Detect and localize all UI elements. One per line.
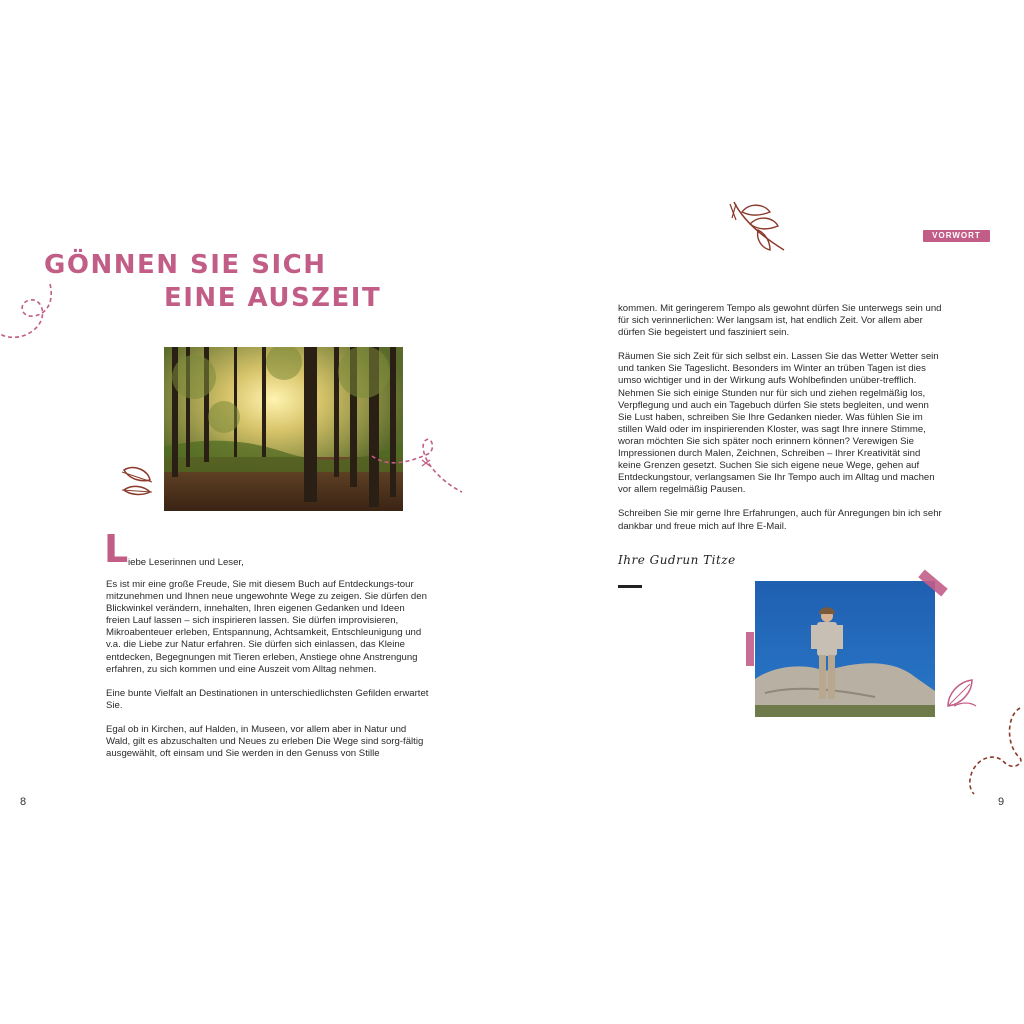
forest-photo bbox=[164, 347, 403, 511]
right-paragraph: kommen. Mit geringerem Tempo als gewohnt dürfen Sie unterwegs sein und für sich verinnerlichen: Wer langsam ist, hat endlich Zeit. Vor allem aber dürfen Sie begeistert und fasziniert sein. bbox=[618, 303, 942, 339]
right-paragraph: Schreiben Sie mir gerne Ihre Erfahrungen, auch für Anregungen bin ich sehr dankbar und freue mich auf Ihre E-Mail. bbox=[618, 508, 942, 532]
title-line-2: EINE AUSZEIT bbox=[164, 283, 382, 313]
signature: Ihre Gudrun Titze bbox=[618, 553, 736, 567]
leaf-branch-icon bbox=[728, 200, 790, 252]
left-paragraph: Es ist mir eine große Freude, Sie mit diesem Buch auf Entdeckungs-tour mitzunehmen und Ihnen neue ungewohnte Wege zu zeigen. Sie dürfen den Blickwinkel verändern, innehalten, Ihren eigenen Gedanken und Ideen freien Lauf lassen – sich inspirieren lassen. Sie dürfen improvisieren, Mikroabenteuer erleben, Entspannung, Achtsamkeit, Entschleunigung und v.a. die Liebe zur Natur erfahren. Sie dürfen sich einlassen, das Kleine entdecken, Begegnungen mit Tieren erleben, Anstiege ohne Anstrengung erfahren, zu sich kommen und eine Auszeit vom Alltag nehmen. bbox=[106, 579, 427, 675]
title-line-1: GÖNNEN SIE SICH bbox=[44, 250, 327, 280]
author-photo bbox=[755, 581, 935, 717]
left-paragraph: Egal ob in Kirchen, auf Halden, in Museen, vor allem aber in Natur und Wald, gilt es abzuschalten und Neues zu erleben Die Wege sind sorg-fältig ausgewählt, oft einsam und Sie werden in den Genuss von Stille bbox=[106, 723, 424, 760]
dashed-loop-ornament bbox=[0, 282, 70, 344]
salutation: iebe Leserinnen und Leser, bbox=[128, 557, 244, 568]
left-body-text bbox=[106, 579, 430, 772]
signature-underline bbox=[618, 585, 642, 588]
dropcap: L bbox=[104, 527, 129, 571]
dashed-loop-ornament bbox=[966, 706, 1024, 796]
left-paragraph: Eine bunte Vielfalt an Destinationen in unterschiedlichsten Gefilden erwartet Sie. bbox=[106, 687, 429, 711]
section-tag: VORWORT bbox=[923, 230, 990, 242]
washi-tape bbox=[746, 632, 754, 666]
page-number-right: 9 bbox=[998, 796, 1005, 808]
right-paragraph: Räumen Sie sich Zeit für sich selbst ein. Lassen Sie das Wetter Wetter sein und tanken Sie Tageslicht. Besonders im Winter an trüben Tagen ist dies umso wichtiger und in der Wirkung aufs Wohlbefinden unüber-trefflich. Nehmen Sie sich einige Stunden nur für sich und ziehen regelmäßig los, Verpflegung und auch ein Tagebuch dürfen Sie stets begleiten, und wenn Sie Lust haben, schreiben Sie Ihre Gedanken nieder. Was fühlen Sie im stillen Wald oder im inspirierenden Kloster, was sagt Ihre innere Stimme, woran möchten Sie sich später noch erinnern können? Verewigen Sie Impressionen durch Malen, Zeichnen, Schreiben – Ihrer Kreativität sind keine Grenzen gesetzt. Suchen Sie sich eigene neue Wege, gehen auf Entdeckungstour, verlangsamen Sie Ihr Tempo auch im Alltag und machen vor allem regelmäßig Pausen. bbox=[618, 351, 939, 496]
dashed-squiggle-ornament bbox=[370, 432, 465, 496]
page-number-left: 8 bbox=[20, 796, 27, 808]
leaf-icon bbox=[944, 676, 978, 710]
leaf-icon bbox=[120, 462, 156, 496]
right-body-text bbox=[618, 303, 944, 545]
